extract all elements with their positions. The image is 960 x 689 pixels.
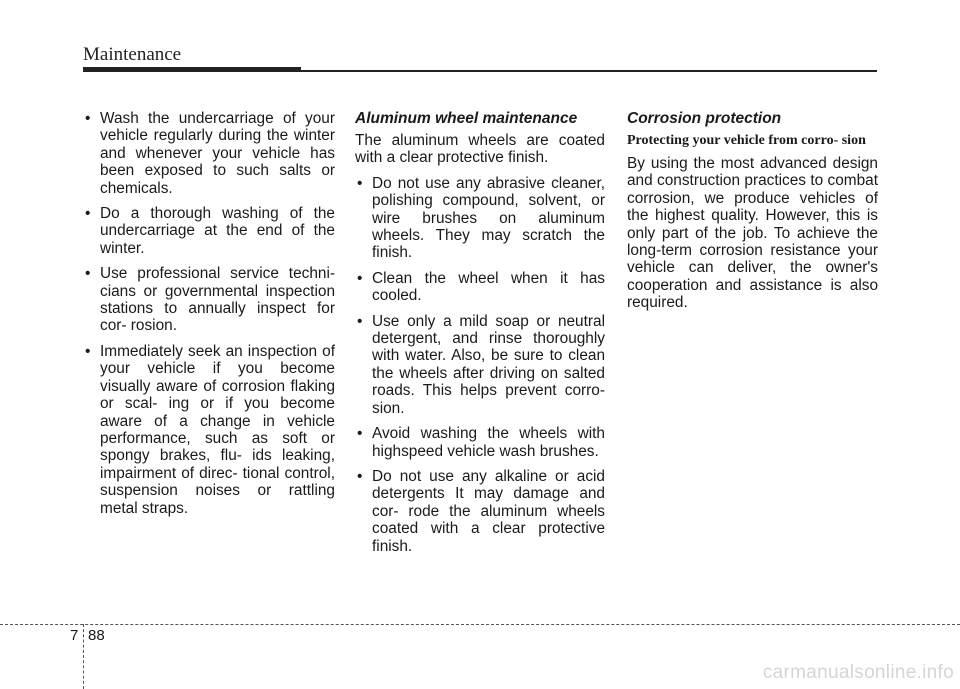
column-2 (355, 110, 605, 563)
bullet-icon: • (357, 425, 363, 443)
footer-vertical-dashed-rule (83, 624, 84, 689)
section-heading-corrosion-protection: Corrosion protection (627, 110, 782, 127)
list-item: • Wash the undercarriage of your vehicle regularly during the winter and whenever your vehicle has been exposed to such salts or chemicals. (85, 110, 335, 197)
undercarriage-bullet-list (83, 110, 335, 517)
list-item: • Avoid washing the wheels with highspeed vehicle wash brushes. (357, 425, 605, 460)
header-rule-thick (83, 67, 301, 72)
list-item: • Use professional service techni- cians or governmental inspection stations to annually inspect for cor- rosion. (85, 265, 335, 335)
bullet-icon: • (357, 269, 363, 287)
footer-dashed-rule (0, 624, 960, 625)
bullet-icon: • (357, 467, 363, 485)
list-item: • Immediately seek an inspection of your vehicle if you become visually aware of corrosion flaking or scal- ing or if you become aware of a change in vehicle performance, such as soft or spongy brakes, flu- ids leaking, impairment of direc- tional control, suspension noises or rattling metal straps. (85, 342, 335, 517)
bullet-icon: • (85, 265, 91, 283)
page-header-title: Maintenance (83, 44, 182, 65)
list-item: • Use only a mild soap or neutral detergent, and rinse thoroughly with water. Also, be sure to clean the wheels after driving on salted roads. This helps prevent corro- sion. (357, 312, 605, 417)
header-rule-thin (301, 70, 877, 72)
corrosion-body-text: By using the most advanced design and construction practices to combat corrosion, we produce vehicles of the highest quality. However, this is only part of the job. To achieve the long-term corrosion resistance your vehicle can deliver, the owner's cooperation and assistance is also required. (627, 155, 878, 312)
list-item: • Clean the wheel when it has cooled. (357, 269, 605, 305)
list-item: • Do not use any abrasive cleaner, polishing compound, solvent, or wire brushes on aluminum wheels. They may scratch the finish. (357, 174, 605, 262)
bullet-icon: • (85, 110, 91, 127)
wheel-bullet-list (355, 175, 605, 555)
column-3 (627, 110, 878, 320)
section-intro: The aluminum wheels are coated with a clear protective finish. (355, 132, 605, 167)
list-item: • Do a thorough washing of the undercarriage at the end of the winter. (85, 205, 335, 257)
column-1 (83, 110, 335, 525)
watermark: carmanualsonline.info (762, 662, 954, 683)
chapter-number: 7 (70, 627, 79, 644)
list-item: • Do not use any alkaline or acid detergents It may damage and cor- rode the aluminum wheels coated with a clear protective finish. (357, 467, 605, 555)
section-heading-aluminum-wheel: Aluminum wheel maintenance (355, 110, 578, 127)
bullet-icon: • (357, 174, 363, 192)
subheading-protecting-vehicle: Protecting your vehicle from corro- sion (627, 133, 866, 148)
bullet-icon: • (357, 312, 363, 330)
bullet-icon: • (85, 205, 91, 223)
page-number: 88 (88, 627, 105, 644)
bullet-icon: • (85, 342, 91, 360)
